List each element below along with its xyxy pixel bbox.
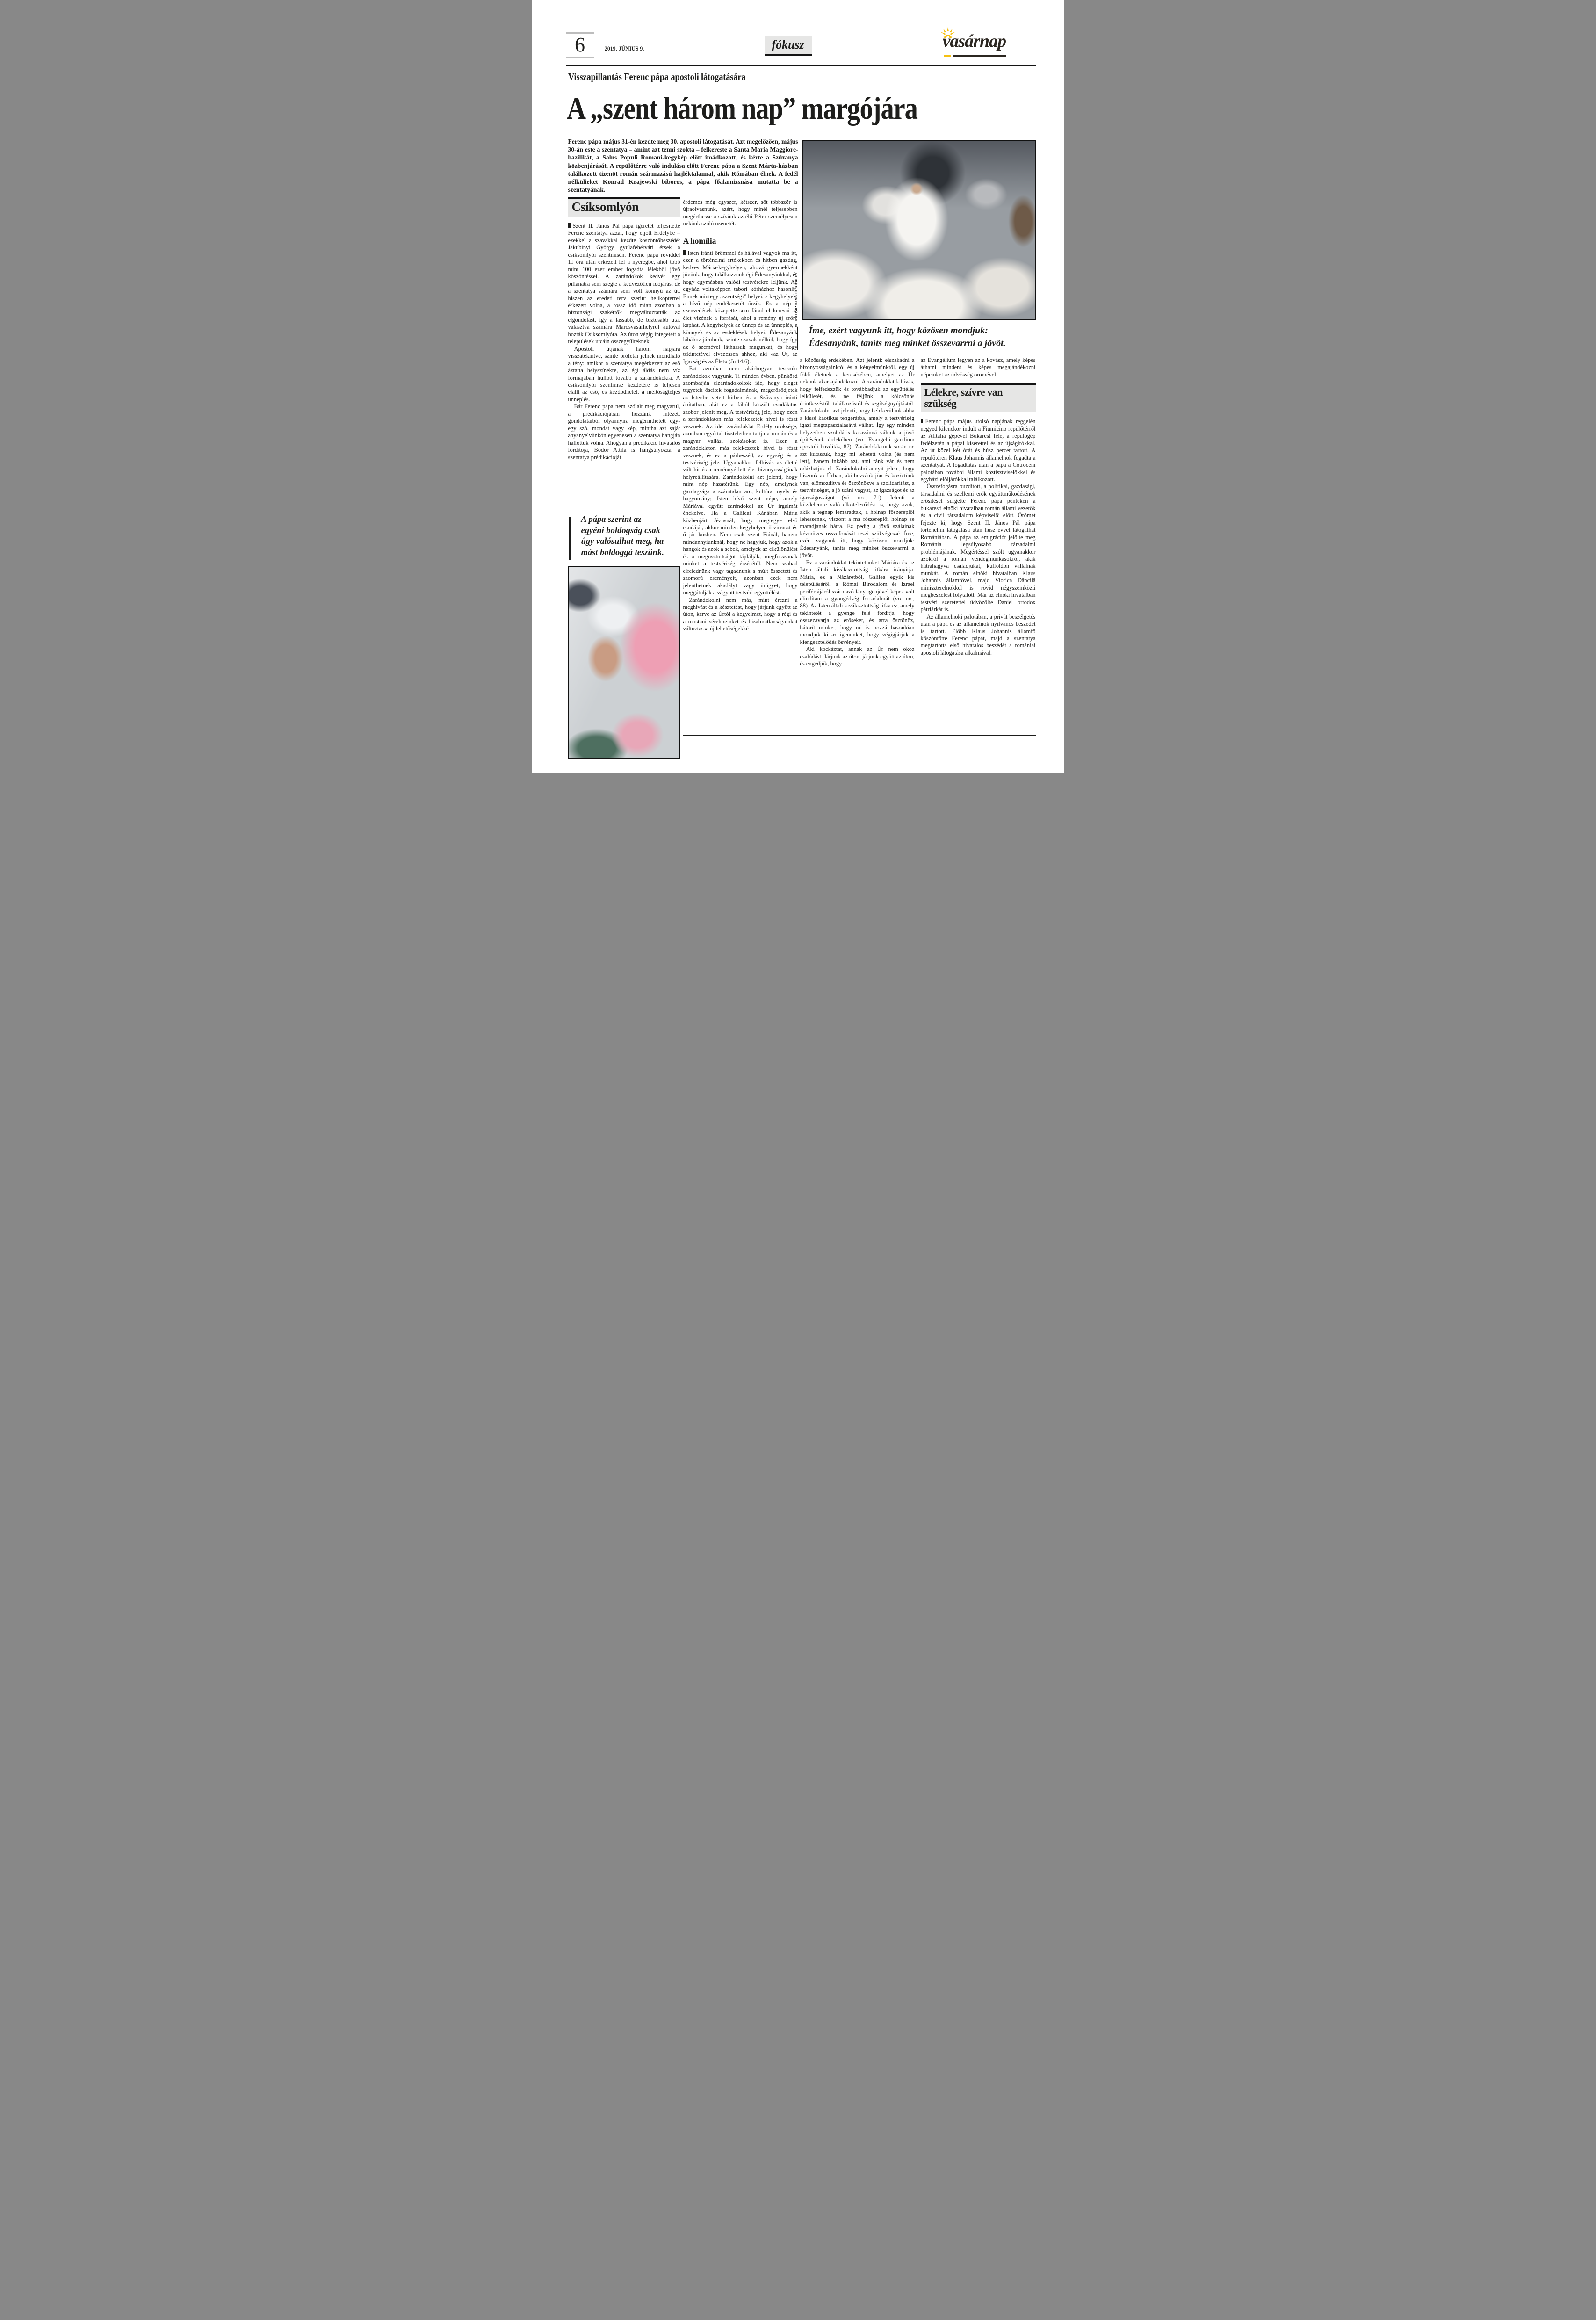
text-column-1 bbox=[568, 197, 680, 515]
article-paragraph: Zarándokolni nem más, mint érezni a meghívást és a késztetést, hogy járjunk együtt az úton, kérve az Úrtól a kegyelmet, hogy a régi és a mostani sérelmeinket és bizalmatlanságainkat változtassa új lehetőségekké bbox=[683, 596, 798, 632]
section-header: Lélekre, szívre van szükség bbox=[921, 383, 1036, 412]
pope-photo bbox=[802, 140, 1036, 320]
paragraph-marker bbox=[568, 223, 571, 228]
logo-wordmark: vasárnap bbox=[942, 31, 1006, 51]
article-paragraph: Aki kockáztat, annak az Úr nem okoz csalódást. Járjunk az úton, járjunk együtt az úton, és engedjük, hogy bbox=[800, 646, 915, 667]
article-paragraph: Apostoli útjának három napjára visszatekintve, szinte prófétai jelnek mondható a tény: amikor a szentatya megérkezett az eső áztatta helyszínekre, az égi áldás nem víz formájában hullott tovább a zarándokokra. A csíksomlyói szentmise kezdetére is teljesen elállt az eső, és kezdődhetett a méltóságteljes ünneplés. bbox=[568, 345, 680, 403]
article-paragraph: Isten iránti örömmel és hálával vagyok ma itt, ezen a történelmi értékekben és hitben gazdag, kedves Mária-kegyhelyen, ahová gyermekként jövünk, hogy találkozzunk égi Édesanyánkkal, és hogy egymásban valódi testvérekre leljünk. Az egyház voltaképpen tábori kórházhoz hasonlít. Ennek mintegy „szentségi” helyei, a kegyhelyek, a hívő nép emlékezetét őrzik. Ez a nép a szenvedések közepette sem fárad el keresni az élet vizének a forrását, ahol a remény új erőre kaphat. A kegyhelyek az ünnep és az ünneplés, a könnyek és az esdeklések helyei. Édesanyánk lábához járulunk, szinte szavak nélkül, hogy így az ő szemével láthassuk magunkat, és hogy tekintetével elvezessen ahhoz, aki »az Út, az Igazság és az Élet« (Jn 14,6). bbox=[683, 249, 798, 365]
article-paragraph: az Evangélium legyen az a kovász, amely képes áthatni mindent és képes megajándékozni népeinket az üdvösség örömével. bbox=[920, 357, 1036, 378]
article-paragraph: Ezt azonban nem akárhogyan tesszük: zarándokok vagyunk. Ti minden évben, pünkösd szombatján elzarándokoltok ide, hogy eleget tegyetek őseitek fogadalmának, megerősödjetek az Istenbe vetett hitben és a Szűzanya iránti áhítatban, akit ez a fából készült csodálatos szobor jelenít meg. A testvériség jele, hogy ezen a zarándoklaton más felekezetek hívei is részt vesznek. Az idei zarándoklat Erdély öröksége, azonban egyúttal tiszteletben tartja a román és a magyar vallási szokásokat is. Ezen a zarándoklaton más felekezetek hívei is részt vesznek, és ez a párbeszéd, az egység és a testvériség jele. Ugyanakkor felhívás az életté vált hit és a reménnyé lett élet bizonyosságának helyreállítására. Zarándokolni azt jelenti, hogy mint nép hazatérünk. Egy nép, amelynek gazdagsága a számtalan arc, kultúra, nyelv és hagyomány; Isten hívő szent népe, amely Máriával együtt zarándokol az Úr irgalmát énekelve. Ha a Galileai Kánában Mária közbenjárt Jézusnál, hogy megtegye első csodáját, akkor minden kegyhelyen ő virraszt és ő jár közben. Nem csak szent Fiánál, hanem mindannyiunknál, hogy ne hagyjuk, hogy azok a hangok és azok a sebek, amelyek az elkülönülést és a megosztottságot táplálják, megfosszanak minket a testvériség érzésétől. Nem szabad elfelednünk vagy tagadnunk a múlt összetett és szomorú eseményeit, azonban ezek nem jelenthetnek akadályt vagy ürügyet, hogy meggátolják a vágyott testvéri együttélést. bbox=[683, 365, 798, 596]
paragraph-marker bbox=[683, 250, 686, 255]
section-label: fókusz bbox=[772, 38, 804, 51]
article-paragraph: érdemes még egyszer, kétszer, sőt többször is újraolvasnunk, azért, hogy minél teljesebben megérthesse a szívünk az élő Péter személyesen nekünk szóló üzenetét. bbox=[683, 199, 798, 227]
header-rule bbox=[566, 65, 1036, 66]
page-number-rule-bottom bbox=[566, 57, 594, 58]
text-column-4 bbox=[921, 357, 1036, 732]
article-paragraph: Bár Ferenc pápa nem szólalt meg magyarul, a prédikációjában hozzánk intézett gondolataiból olyannyira megérinthetett egy-egy szó, mondat vagy kép, mintha azt saját anyanyelvünkön egyenesen a szentatya hangján hallottuk volna. Ahogyan a prédikáció hivatalos fordítója, Bodor Attila is hangsúlyozza, a szentatya prédikációját bbox=[568, 403, 680, 461]
paragraph-marker bbox=[921, 419, 923, 423]
section-label-box bbox=[765, 36, 812, 56]
lead-paragraph: Ferenc pápa május 31-én kezdte meg 30. apostoli látogatását. Azt megelőzően, május 30-án este a szentatya – amint azt tenni szokta – felkereste a Santa Maria Maggiore-bazilikát, a Salus Populi Romani-kegykép előtt imádkozott, és kérte a Szűzanya közbenjárását. A repülőtérre való indulása előtt Ferenc pápa a Szent Márta-házban találkozott tizenöt román származású hajléktalannal, akik Rómában élnek. A fedél nélkülieket Konrad Krajewski bíboros, a pápa főalamizsnása mutatta be a szentatyának. bbox=[568, 138, 798, 194]
pull-quote-side: A pápa szerint az egyéni boldogság csak úgy valósulhat meg, ha mást boldoggá teszünk. bbox=[581, 515, 664, 557]
article-paragraph: Ferenc pápa május utolsó napjának reggelén negyed kilenckor indult a Fiumicino repülőtérről az Alitalia gépével Bukarest felé, a repülőgép fedélzetén a pápai kísérettel és az újságírókkal. Az út közel két órát és húsz percet tartott. A repülőtéren Klaus Johannis államelnök fogadta a szentatyát. A fogadtatás után a pápa a Cotroceni palotában további állami köztisztviselőkkel és egyházi elöljárókkal találkozott. bbox=[920, 418, 1036, 483]
article-paragraph: Ez a zarándoklat tekintetünket Máriára és az Isten általi kiválasztottság titkára irányítja. Mária, ez a Názáretből, Galilea egyik kis településéről, a Római Birodalom és Izrael perifériájáról származó lány igenjével képes volt elindítani a gyöngédség forradalmát (vö. uo., 88). Az Isten általi kiválasztottság titka ez, amely tekintetét a gyenge felé fordítja, hogy összezavarja az erőseket, és arra ösztönöz, bátorít minket, hogy mi is hozzá hasonlóan mondjuk ki az igenünket, hogy végigjárjuk a kiengesztelődés ösvényeit. bbox=[800, 559, 915, 645]
headline: A „szent három nap” margójára bbox=[566, 91, 917, 126]
subhead: A homília bbox=[683, 236, 716, 246]
text-column-2 bbox=[683, 199, 798, 695]
pilgrim-photo bbox=[568, 566, 680, 759]
logo-underline-yellow bbox=[944, 55, 951, 57]
kicker: Visszapillantás Ferenc pápa apostoli látogatására bbox=[568, 71, 745, 82]
newspaper-logo bbox=[934, 26, 1009, 56]
logo-underline-dark bbox=[953, 55, 1006, 57]
article-paragraph: Összefogásra buzdított, a politikai, gazdasági, társadalmi és szellemi erők együttműködésének erősítését sürgette Ferenc pápa pénteken a bukaresti elnöki hivatalban román állami vezetők és a civil társadalom képviselői előtt. Örömét fejezte ki, hogy Szent II. János Pál pápa történelmi látogatása után húsz évvel látogathat Romániában. A pápa az emigrációt jelölte meg Románia legsúlyosabb társadalmi problémájának. Megértéssel szólt ugyanakkor azokról a román vendégmunkásokról, akik hátrahagyva családjukat, külföldön vállalnak munkát. A román elnöki hivatalban Klaus Johannis államfővel, majd Viorica Dăncilă miniszterelnökkel is rövid négyszemközti megbeszélést folytatott. Már az elnöki hivatalban testvéri szeretettel üdvözölte Daniel ortodox pátriárkát is. bbox=[920, 483, 1036, 613]
newspaper-page bbox=[532, 0, 1064, 773]
section-header: Csíksomlyón bbox=[568, 197, 680, 217]
photo-credit: FOTÓK: KRISTÓ RÓBERT bbox=[794, 272, 798, 321]
page-number: 6 bbox=[575, 33, 585, 56]
pull-quote-main: Íme, ezért vagyunk itt, hogy közösen mondjuk: Édesanyánk, taníts meg minket összevarrni a jövőt. bbox=[809, 325, 1006, 348]
issue-date: 2019. JÚNIUS 9. bbox=[604, 45, 644, 52]
article-paragraph: Szent II. János Pál pápa ígéretét teljesítette Ferenc szentatya azzal, hogy eljött Erdélybe – ezekkel a szavakkal kezdte köszöntőbeszédét Jakubinyi György gyulafehérvári érsek a csíksomlyói szentmisén. Ferenc pápa röviddel 11 óra után érkezett fel a nyeregbe, ahol több mint 100 ezer ember fogadta lélekből jövő köszöntéssel. A zarándokok kedvét egy pillanatra sem szegte a kedvezőtlen időjárás, de a szentatya számára sem volt könnyű az út, hiszen az eredeti terv szerint helikopterrel érkezett volna, a rossz idő miatt azonban a biztonsági szakértők megváltoztatták az elgondolást, így a lassabb, de biztosabb utat választva számára Marosvásárhelyről autóval hozták Csíksomlyóra. Az úton végig integetett a települések utcáin összegyűlteknek. bbox=[568, 223, 680, 345]
pull-quote-rule bbox=[569, 517, 571, 560]
article-paragraph: a közösség érdekében. Azt jelenti: elszakadni a bizonyosságainktól és a kényelmünktől, egy új földi életnek a keresésében, amelyet az Úr nekünk akar ajándékozni. A zarándoklat kihívás, hogy felfedezzük és továbbadjuk az együttélés lelkületét, és ne féljünk a kölcsönös érintkezéstől, találkozástól és segítségnyújtástól. Zarándokolni azt jelenti, hogy belekerülünk abba a kissé kaotikus tengerárba, amely a testvériség igazi megtapasztalásává válhat. Így egy minden helyzetben szolidáris karavánná válunk a jövő építésének érdekében (vö. Evangelii gaudium apostoli buzdítás, 87). Zarándoklatunk során ne azt kutassuk, hogy mi lehetett volna (és nem lett), hanem inkább azt, ami ránk vár és nem odázhatjuk el. Zarándokolni annyit jelent, hogy hiszünk az Úrban, aki hozzánk jön és közöttünk van, előmozdítva és ösztönözve a szolidaritást, a testvériséget, a jó utáni vágyat, az igazságot és az igazságosságot (vö. uo., 71). Jelenti a küzdelemre való elköteleződést is, hogy azok, akik a tegnap lemaradtak, a holnap főszereplői lehessenek, viszont a ma főszereplői holnap se maradjanak hátra. Ez pedig a jövő szálainak kézműves összefonását teszi szükségessé. Íme, ezért vagyunk itt, hogy közösen mondjuk: Édesanyánk, taníts meg minket összevarrni a jövőt. bbox=[800, 357, 915, 559]
page-bottom-rule bbox=[683, 735, 1036, 736]
text-column-3 bbox=[800, 357, 915, 727]
article-paragraph: Az államelnöki palotában, a privát beszélgetés után a pápa és az államelnök nyilvános beszédet is tartott. Előbb Klaus Johannis államfő köszöntötte Ferenc pápát, majd a szentatya megtartotta első hivatalos beszédét a romániai apostoli látogatása alkalmával. bbox=[920, 613, 1036, 656]
